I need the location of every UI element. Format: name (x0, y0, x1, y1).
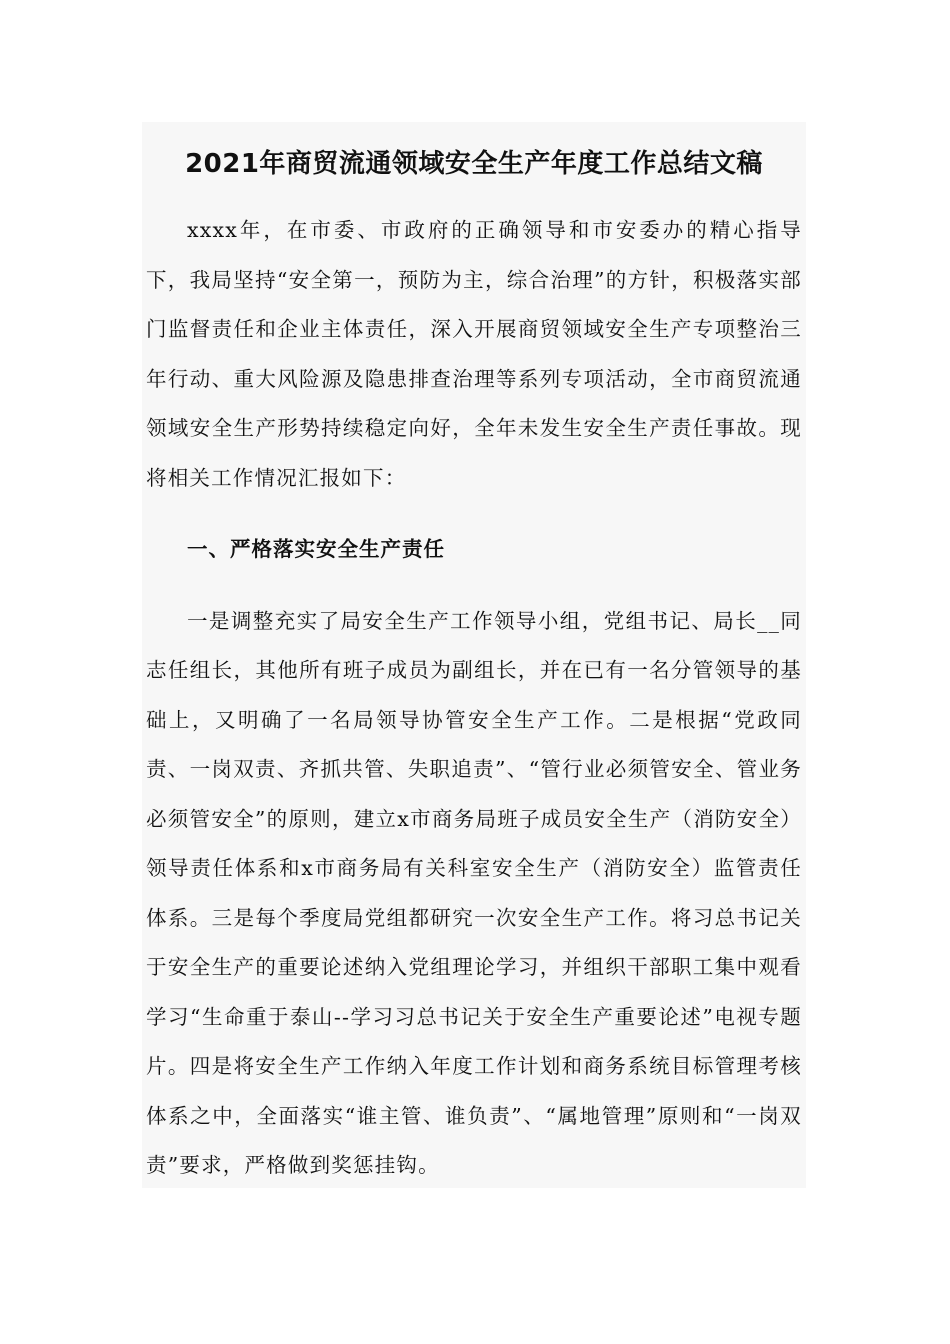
document-title: 2021年商贸流通领域安全生产年度工作总结文稿 (185, 149, 763, 179)
document-page (142, 122, 806, 1188)
section-heading: 一、严格落实安全生产责任 (187, 537, 445, 561)
intro-paragraph: xxxx年，在市委、市政府的正确领导和市安委办的精心指导下，我局坚持“安全第一，预防为主，综合治理”的方针，积极落实部门监督责任和企业主体责任，深入开展商贸领域安全生产专项整治三年行动、重大风险源及隐患排查治理等系列专项活动，全市商贸流通领域安全生产形势持续稳定向好，全年未发生安全生产责任事故。现将相关工作情况汇报如下： (146, 218, 802, 490)
section-paragraph: 一是调整充实了局安全生产工作领导小组，党组书记、局长__同志任组长，其他所有班子成员为副组长，并在已有一名分管领导的基础上，又明确了一名局领导协管安全生产工作。二是根据“党政同责、一岗双责、齐抓共管、失职追责”、“管行业必须管安全、管业务必须管安全”的原则，建立x市商务局班子成员安全生产（消防安全）领导责任体系和x市商务局有关科室安全生产（消防安全）监管责任体系。三是每个季度局党组都研究一次安全生产工作。将习总书记关于安全生产的重要论述纳入党组理论学习，并组织干部职工集中观看学习“生命重于泰山--学习习总书记关于安全生产重要论述”电视专题片。四是将安全生产工作纳入年度工作计划和商务系统目标管理考核体系之中，全面落实“谁主管、谁负责”、“属地管理”原则和“一岗双责”要求，严格做到奖惩挂钩。 (146, 608, 802, 1177)
